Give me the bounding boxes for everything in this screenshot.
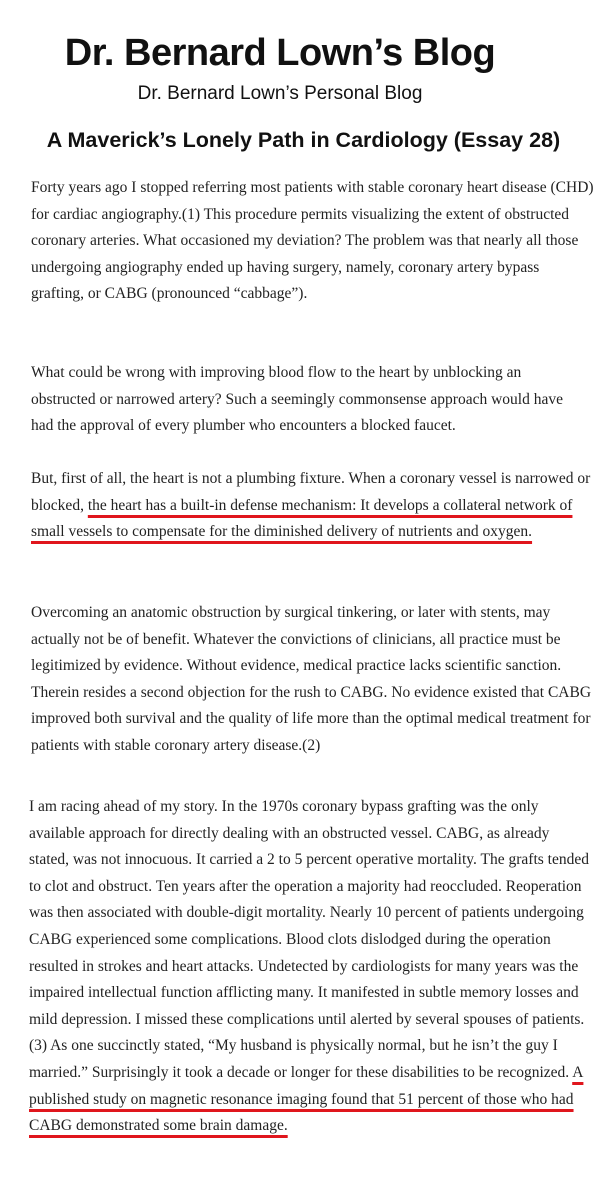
paragraph-3-text: But, first of all, the heart is not a plumbing fixture. When a coronary vessel is narrowed or blocked, — [31, 470, 591, 514]
blog-subtitle: Dr. Bernard Lown’s Personal Blog — [137, 83, 423, 104]
paragraph-3 — [31, 466, 591, 546]
highlighted-passage: A published study on magnetic resonance imaging found that 51 percent of those who had CABG demonstrated some brain damage. — [29, 1063, 584, 1135]
paragraph-1: Forty years ago I stopped referring most patients with stable coronary heart disease (CHD) for cardiac angiography.(1) This procedure permits visualizing the extent of obstructed coronary arteries. What occasioned my deviation? The problem was that nearly all those undergoing angiography ended up having surgery, namely, coronary artery bypass grafting, or CABG (pronounced “cabbage”). — [31, 179, 594, 303]
paragraph-2: What could be wrong with improving blood flow to the heart by unblocking an obstructed or narrowed artery? Such a seemingly commonsense approach would have had the approval of every plumber who encounters a blocked faucet. — [31, 364, 563, 435]
paragraph-4: Overcoming an anatomic obstruction by surgical tinkering, or later with stents, may actually not be of benefit. Whatever the convictions of clinicians, all practice must be legitimized by evidence. Without evidence, medical practice lacks scientific sanction. Therein resides a second objection for the rush to CABG. No evidence existed that CABG improved both survival and the quality of life more than the optimal medical treatment for patients with stable coronary artery disease.(2) — [31, 604, 592, 754]
paragraph-5-text: I am racing ahead of my story. In the 1970s coronary bypass grafting was the only available approach for directly dealing with an obstructed vessel. CABG, as already stated, was not innocuous. It carried a 2 to 5 percent operative mortality. The grafts tended to clot and obstruct. Ten years after the operation a majority had reoccluded. Reoperation was then associated with double-digit mortality. Nearly 10 percent of patients undergoing CABG experienced some complications. Blood clots dislodged during the operation resulted in strokes and heart attacks. Undetected by cardiologists for many years was the impaired intellectual function afflicting many. It manifested in subtle memory losses and mild depression. I missed these complications until alerted by several spouses of patients.(3) As one succinctly stated, “My husband is physically normal, but he isn’t the guy I married.” Surprisingly it took a decade or longer for these disabilities to be recognized. — [29, 798, 589, 1081]
article-title: A Maverick’s Lonely Path in Cardiology (Essay 28) — [46, 128, 561, 152]
paragraph-5 — [29, 794, 591, 1140]
blog-title[interactable]: Dr. Bernard Lown’s Blog — [64, 32, 496, 74]
highlighted-passage: the heart has a built-in defense mechanism: It develops a collateral network of small vessels to compensate for the diminished delivery of nutrients and oxygen. — [31, 496, 573, 541]
